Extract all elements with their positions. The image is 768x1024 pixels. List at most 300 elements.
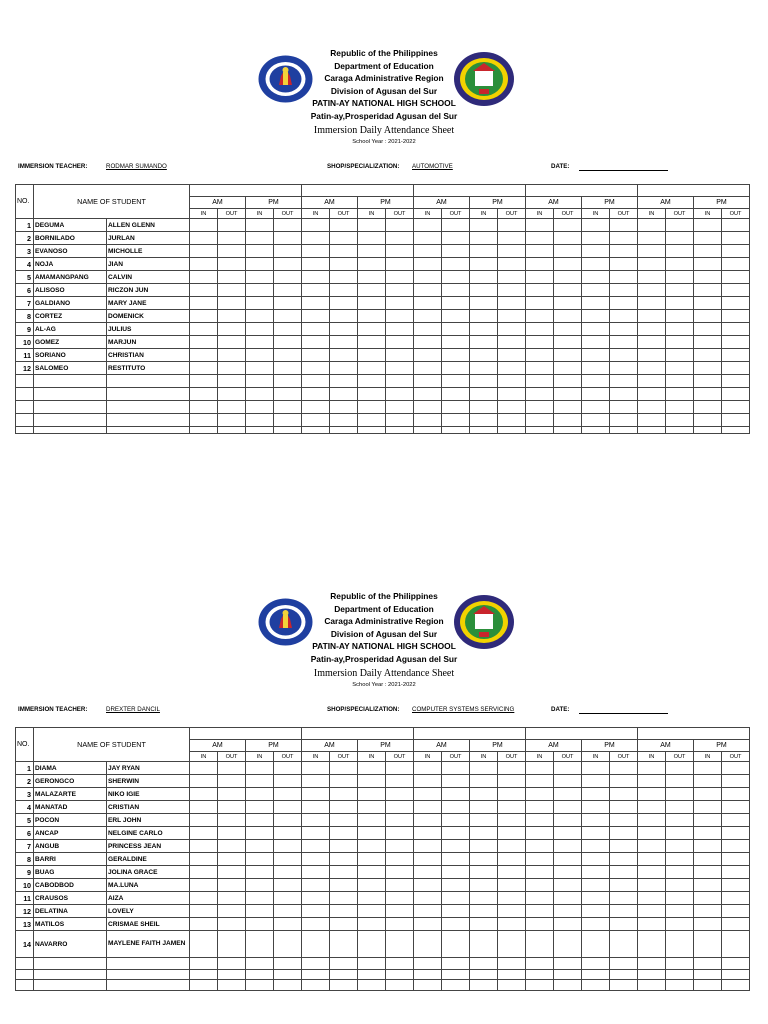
time-cell[interactable] [246, 775, 274, 788]
time-cell[interactable] [302, 840, 330, 853]
time-cell[interactable] [386, 931, 414, 958]
time-cell[interactable] [470, 918, 498, 931]
time-cell[interactable] [246, 918, 274, 931]
time-cell[interactable] [246, 827, 274, 840]
time-cell[interactable] [330, 258, 358, 271]
time-cell[interactable] [554, 349, 582, 362]
time-cell[interactable] [218, 788, 246, 801]
time-cell[interactable] [638, 245, 666, 258]
time-cell[interactable] [498, 827, 526, 840]
time-cell[interactable] [554, 336, 582, 349]
time-cell[interactable] [498, 801, 526, 814]
time-cell[interactable] [582, 427, 610, 434]
time-cell[interactable] [386, 310, 414, 323]
day-date-cell[interactable] [302, 728, 414, 740]
time-cell[interactable] [722, 258, 750, 271]
time-cell[interactable] [386, 427, 414, 434]
time-cell[interactable] [498, 980, 526, 991]
time-cell[interactable] [330, 980, 358, 991]
time-cell[interactable] [386, 801, 414, 814]
time-cell[interactable] [694, 297, 722, 310]
time-cell[interactable] [610, 297, 638, 310]
time-cell[interactable] [274, 801, 302, 814]
time-cell[interactable] [498, 284, 526, 297]
time-cell[interactable] [554, 840, 582, 853]
time-cell[interactable] [302, 271, 330, 284]
time-cell[interactable] [274, 245, 302, 258]
time-cell[interactable] [498, 958, 526, 970]
time-cell[interactable] [470, 219, 498, 232]
time-cell[interactable] [554, 879, 582, 892]
time-cell[interactable] [498, 349, 526, 362]
time-cell[interactable] [470, 866, 498, 879]
time-cell[interactable] [610, 336, 638, 349]
time-cell[interactable] [386, 958, 414, 970]
time-cell[interactable] [498, 970, 526, 980]
time-cell[interactable] [582, 219, 610, 232]
time-cell[interactable] [442, 970, 470, 980]
time-cell[interactable] [470, 840, 498, 853]
time-cell[interactable] [722, 814, 750, 827]
time-cell[interactable] [638, 232, 666, 245]
time-cell[interactable] [218, 980, 246, 991]
time-cell[interactable] [610, 258, 638, 271]
time-cell[interactable] [498, 762, 526, 775]
time-cell[interactable] [582, 814, 610, 827]
time-cell[interactable] [274, 958, 302, 970]
time-cell[interactable] [582, 931, 610, 958]
time-cell[interactable] [610, 775, 638, 788]
time-cell[interactable] [722, 853, 750, 866]
time-cell[interactable] [246, 414, 274, 427]
time-cell[interactable] [526, 980, 554, 991]
time-cell[interactable] [638, 336, 666, 349]
time-cell[interactable] [246, 258, 274, 271]
time-cell[interactable] [218, 918, 246, 931]
time-cell[interactable] [16, 401, 34, 414]
time-cell[interactable] [358, 840, 386, 853]
time-cell[interactable] [498, 931, 526, 958]
time-cell[interactable] [498, 892, 526, 905]
time-cell[interactable] [694, 866, 722, 879]
time-cell[interactable] [274, 297, 302, 310]
time-cell[interactable] [694, 762, 722, 775]
time-cell[interactable] [34, 375, 107, 388]
time-cell[interactable] [302, 918, 330, 931]
time-cell[interactable] [246, 970, 274, 980]
time-cell[interactable] [302, 232, 330, 245]
time-cell[interactable] [386, 788, 414, 801]
time-cell[interactable] [302, 219, 330, 232]
time-cell[interactable] [414, 775, 442, 788]
time-cell[interactable] [582, 232, 610, 245]
time-cell[interactable] [246, 375, 274, 388]
time-cell[interactable] [274, 980, 302, 991]
time-cell[interactable] [666, 427, 694, 434]
time-cell[interactable] [470, 905, 498, 918]
time-cell[interactable] [582, 980, 610, 991]
time-cell[interactable] [722, 918, 750, 931]
time-cell[interactable] [107, 427, 190, 434]
time-cell[interactable] [442, 414, 470, 427]
time-cell[interactable] [330, 970, 358, 980]
time-cell[interactable] [582, 362, 610, 375]
time-cell[interactable] [554, 414, 582, 427]
time-cell[interactable] [610, 905, 638, 918]
time-cell[interactable] [554, 362, 582, 375]
time-cell[interactable] [274, 775, 302, 788]
time-cell[interactable] [330, 762, 358, 775]
time-cell[interactable] [526, 958, 554, 970]
time-cell[interactable] [34, 388, 107, 401]
time-cell[interactable] [666, 814, 694, 827]
time-cell[interactable] [638, 801, 666, 814]
time-cell[interactable] [274, 788, 302, 801]
time-cell[interactable] [526, 375, 554, 388]
time-cell[interactable] [694, 970, 722, 980]
time-cell[interactable] [386, 219, 414, 232]
time-cell[interactable] [722, 931, 750, 958]
time-cell[interactable] [638, 323, 666, 336]
time-cell[interactable] [190, 232, 218, 245]
time-cell[interactable] [246, 840, 274, 853]
time-cell[interactable] [582, 879, 610, 892]
time-cell[interactable] [190, 362, 218, 375]
time-cell[interactable] [442, 258, 470, 271]
time-cell[interactable] [638, 866, 666, 879]
time-cell[interactable] [638, 388, 666, 401]
time-cell[interactable] [722, 401, 750, 414]
time-cell[interactable] [330, 801, 358, 814]
time-cell[interactable] [582, 840, 610, 853]
time-cell[interactable] [414, 258, 442, 271]
time-cell[interactable] [274, 762, 302, 775]
time-cell[interactable] [498, 788, 526, 801]
time-cell[interactable] [582, 323, 610, 336]
time-cell[interactable] [582, 284, 610, 297]
time-cell[interactable] [107, 958, 190, 970]
time-cell[interactable] [554, 970, 582, 980]
time-cell[interactable] [218, 840, 246, 853]
time-cell[interactable] [554, 980, 582, 991]
time-cell[interactable] [666, 827, 694, 840]
time-cell[interactable] [414, 349, 442, 362]
time-cell[interactable] [218, 414, 246, 427]
time-cell[interactable] [358, 323, 386, 336]
time-cell[interactable] [722, 775, 750, 788]
time-cell[interactable] [722, 349, 750, 362]
time-cell[interactable] [554, 401, 582, 414]
time-cell[interactable] [470, 853, 498, 866]
time-cell[interactable] [610, 271, 638, 284]
time-cell[interactable] [470, 775, 498, 788]
time-cell[interactable] [666, 388, 694, 401]
time-cell[interactable] [414, 879, 442, 892]
time-cell[interactable] [358, 892, 386, 905]
time-cell[interactable] [414, 310, 442, 323]
time-cell[interactable] [16, 388, 34, 401]
time-cell[interactable] [470, 762, 498, 775]
time-cell[interactable] [470, 788, 498, 801]
time-cell[interactable] [274, 284, 302, 297]
time-cell[interactable] [358, 801, 386, 814]
time-cell[interactable] [414, 427, 442, 434]
time-cell[interactable] [554, 245, 582, 258]
time-cell[interactable] [442, 336, 470, 349]
time-cell[interactable] [386, 258, 414, 271]
time-cell[interactable] [386, 775, 414, 788]
time-cell[interactable] [274, 388, 302, 401]
time-cell[interactable] [16, 375, 34, 388]
time-cell[interactable] [330, 336, 358, 349]
time-cell[interactable] [638, 284, 666, 297]
time-cell[interactable] [666, 879, 694, 892]
time-cell[interactable] [722, 284, 750, 297]
time-cell[interactable] [722, 388, 750, 401]
time-cell[interactable] [694, 414, 722, 427]
time-cell[interactable] [386, 879, 414, 892]
time-cell[interactable] [302, 762, 330, 775]
time-cell[interactable] [218, 323, 246, 336]
time-cell[interactable] [582, 970, 610, 980]
time-cell[interactable] [414, 414, 442, 427]
time-cell[interactable] [302, 788, 330, 801]
time-cell[interactable] [442, 362, 470, 375]
time-cell[interactable] [246, 788, 274, 801]
time-cell[interactable] [582, 375, 610, 388]
time-cell[interactable] [218, 310, 246, 323]
time-cell[interactable] [190, 788, 218, 801]
time-cell[interactable] [218, 892, 246, 905]
time-cell[interactable] [218, 958, 246, 970]
time-cell[interactable] [582, 918, 610, 931]
time-cell[interactable] [666, 349, 694, 362]
time-cell[interactable] [330, 232, 358, 245]
time-cell[interactable] [358, 980, 386, 991]
time-cell[interactable] [302, 775, 330, 788]
time-cell[interactable] [666, 762, 694, 775]
day-date-cell[interactable] [190, 185, 302, 197]
time-cell[interactable] [330, 362, 358, 375]
time-cell[interactable] [190, 879, 218, 892]
time-cell[interactable] [246, 362, 274, 375]
time-cell[interactable] [694, 814, 722, 827]
time-cell[interactable] [414, 323, 442, 336]
time-cell[interactable] [16, 970, 34, 980]
time-cell[interactable] [330, 931, 358, 958]
time-cell[interactable] [498, 297, 526, 310]
time-cell[interactable] [526, 401, 554, 414]
time-cell[interactable] [16, 414, 34, 427]
time-cell[interactable] [694, 905, 722, 918]
time-cell[interactable] [358, 905, 386, 918]
time-cell[interactable] [722, 232, 750, 245]
time-cell[interactable] [414, 762, 442, 775]
time-cell[interactable] [330, 918, 358, 931]
time-cell[interactable] [694, 892, 722, 905]
time-cell[interactable] [582, 310, 610, 323]
time-cell[interactable] [358, 918, 386, 931]
time-cell[interactable] [107, 980, 190, 991]
time-cell[interactable] [722, 297, 750, 310]
time-cell[interactable] [442, 219, 470, 232]
time-cell[interactable] [414, 375, 442, 388]
time-cell[interactable] [526, 388, 554, 401]
time-cell[interactable] [610, 245, 638, 258]
time-cell[interactable] [526, 814, 554, 827]
time-cell[interactable] [330, 840, 358, 853]
time-cell[interactable] [526, 788, 554, 801]
time-cell[interactable] [274, 931, 302, 958]
date-blank-line[interactable] [579, 170, 668, 171]
time-cell[interactable] [638, 219, 666, 232]
time-cell[interactable] [610, 375, 638, 388]
time-cell[interactable] [414, 362, 442, 375]
time-cell[interactable] [190, 980, 218, 991]
time-cell[interactable] [107, 401, 190, 414]
time-cell[interactable] [246, 958, 274, 970]
time-cell[interactable] [358, 931, 386, 958]
time-cell[interactable] [470, 879, 498, 892]
time-cell[interactable] [470, 362, 498, 375]
time-cell[interactable] [190, 427, 218, 434]
time-cell[interactable] [274, 219, 302, 232]
time-cell[interactable] [330, 853, 358, 866]
time-cell[interactable] [554, 284, 582, 297]
time-cell[interactable] [526, 349, 554, 362]
time-cell[interactable] [610, 323, 638, 336]
time-cell[interactable] [442, 297, 470, 310]
time-cell[interactable] [666, 414, 694, 427]
time-cell[interactable] [610, 762, 638, 775]
time-cell[interactable] [218, 284, 246, 297]
time-cell[interactable] [190, 284, 218, 297]
time-cell[interactable] [218, 931, 246, 958]
time-cell[interactable] [554, 323, 582, 336]
time-cell[interactable] [666, 362, 694, 375]
time-cell[interactable] [414, 892, 442, 905]
time-cell[interactable] [638, 853, 666, 866]
time-cell[interactable] [330, 323, 358, 336]
time-cell[interactable] [386, 388, 414, 401]
time-cell[interactable] [274, 840, 302, 853]
time-cell[interactable] [330, 271, 358, 284]
time-cell[interactable] [638, 788, 666, 801]
time-cell[interactable] [666, 980, 694, 991]
time-cell[interactable] [190, 219, 218, 232]
time-cell[interactable] [582, 788, 610, 801]
time-cell[interactable] [246, 284, 274, 297]
time-cell[interactable] [498, 414, 526, 427]
time-cell[interactable] [694, 258, 722, 271]
time-cell[interactable] [470, 245, 498, 258]
time-cell[interactable] [414, 401, 442, 414]
time-cell[interactable] [554, 931, 582, 958]
time-cell[interactable] [498, 336, 526, 349]
time-cell[interactable] [34, 970, 107, 980]
time-cell[interactable] [442, 775, 470, 788]
time-cell[interactable] [190, 827, 218, 840]
time-cell[interactable] [638, 892, 666, 905]
time-cell[interactable] [498, 388, 526, 401]
time-cell[interactable] [358, 375, 386, 388]
time-cell[interactable] [526, 970, 554, 980]
time-cell[interactable] [666, 931, 694, 958]
time-cell[interactable] [246, 336, 274, 349]
time-cell[interactable] [610, 958, 638, 970]
time-cell[interactable] [218, 801, 246, 814]
time-cell[interactable] [722, 414, 750, 427]
time-cell[interactable] [666, 970, 694, 980]
time-cell[interactable] [722, 271, 750, 284]
time-cell[interactable] [302, 414, 330, 427]
time-cell[interactable] [246, 892, 274, 905]
time-cell[interactable] [694, 827, 722, 840]
time-cell[interactable] [694, 840, 722, 853]
time-cell[interactable] [526, 427, 554, 434]
time-cell[interactable] [274, 258, 302, 271]
time-cell[interactable] [358, 970, 386, 980]
time-cell[interactable] [666, 918, 694, 931]
time-cell[interactable] [302, 375, 330, 388]
time-cell[interactable] [722, 310, 750, 323]
time-cell[interactable] [414, 245, 442, 258]
time-cell[interactable] [498, 840, 526, 853]
time-cell[interactable] [246, 245, 274, 258]
time-cell[interactable] [190, 866, 218, 879]
time-cell[interactable] [526, 905, 554, 918]
time-cell[interactable] [302, 284, 330, 297]
day-date-cell[interactable] [638, 728, 750, 740]
date-blank-line[interactable] [579, 713, 668, 714]
time-cell[interactable] [330, 414, 358, 427]
time-cell[interactable] [358, 284, 386, 297]
time-cell[interactable] [498, 918, 526, 931]
time-cell[interactable] [107, 388, 190, 401]
time-cell[interactable] [274, 814, 302, 827]
time-cell[interactable] [358, 219, 386, 232]
time-cell[interactable] [470, 310, 498, 323]
time-cell[interactable] [274, 414, 302, 427]
time-cell[interactable] [302, 258, 330, 271]
time-cell[interactable] [470, 349, 498, 362]
time-cell[interactable] [246, 905, 274, 918]
time-cell[interactable] [330, 788, 358, 801]
time-cell[interactable] [610, 879, 638, 892]
time-cell[interactable] [582, 801, 610, 814]
time-cell[interactable] [554, 814, 582, 827]
time-cell[interactable] [638, 958, 666, 970]
time-cell[interactable] [610, 801, 638, 814]
time-cell[interactable] [470, 827, 498, 840]
time-cell[interactable] [638, 827, 666, 840]
time-cell[interactable] [666, 401, 694, 414]
time-cell[interactable] [190, 297, 218, 310]
time-cell[interactable] [190, 801, 218, 814]
time-cell[interactable] [638, 905, 666, 918]
time-cell[interactable] [722, 892, 750, 905]
time-cell[interactable] [218, 362, 246, 375]
time-cell[interactable] [582, 336, 610, 349]
day-date-cell[interactable] [526, 728, 638, 740]
time-cell[interactable] [442, 918, 470, 931]
time-cell[interactable] [722, 958, 750, 970]
time-cell[interactable] [302, 323, 330, 336]
time-cell[interactable] [302, 814, 330, 827]
time-cell[interactable] [218, 258, 246, 271]
time-cell[interactable] [414, 827, 442, 840]
time-cell[interactable] [582, 762, 610, 775]
